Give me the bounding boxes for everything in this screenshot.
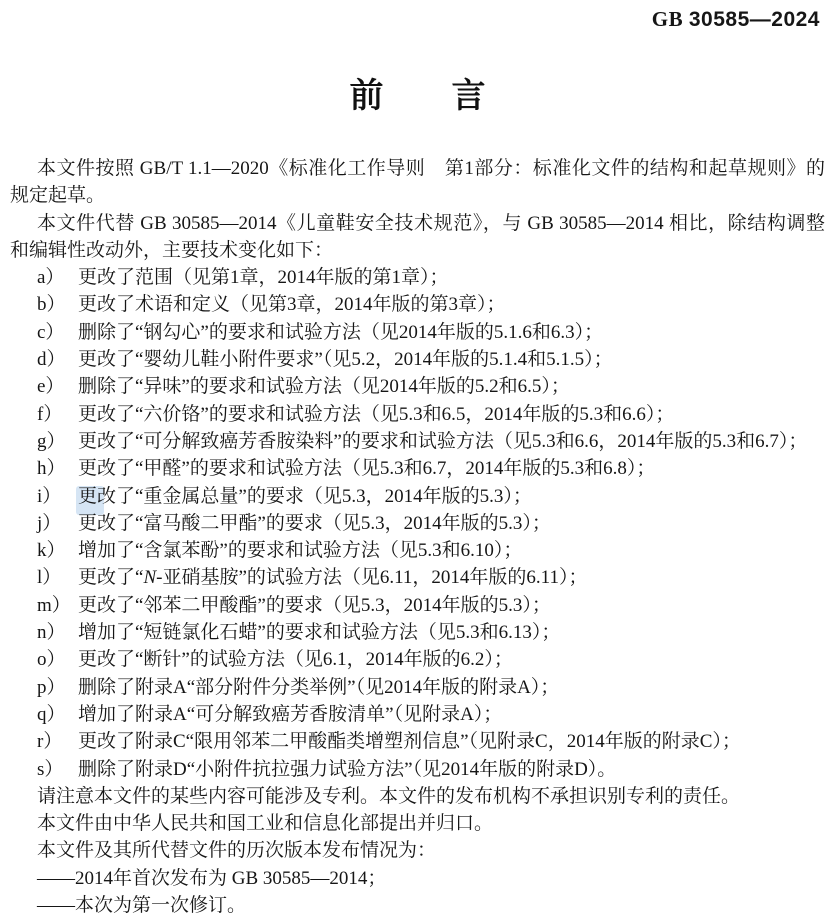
change-item-l bbox=[37, 564, 825, 591]
change-item-i bbox=[37, 483, 825, 510]
change-item-label: b） bbox=[37, 294, 66, 316]
standard-number-prefix: GB bbox=[651, 7, 684, 31]
change-item-text: 删除了附录A“部分附件分类举例”（见2014年版的附录A）； bbox=[78, 676, 560, 698]
change-item-text: 增加了附录A“可分解致癌芳香胺清单”（见附录A）； bbox=[78, 703, 503, 725]
change-item-label: m） bbox=[37, 594, 71, 616]
change-item-o bbox=[37, 646, 825, 673]
change-item-text: 更改了“邻苯二甲酸酯”的要求（见5.3，2014年版的5.3）； bbox=[78, 594, 551, 616]
change-item-g bbox=[37, 428, 825, 455]
change-item-a bbox=[37, 264, 825, 291]
change-item-label: d） bbox=[37, 349, 66, 371]
change-item-d bbox=[37, 346, 825, 373]
change-item-b bbox=[37, 291, 825, 318]
change-item-text-pre: 更改了“ bbox=[78, 567, 144, 589]
change-item-text bbox=[78, 567, 587, 588]
change-item-text-post: -亚硝基胺”的试验方法（见6.11，2014年版的6.11）； bbox=[156, 567, 588, 589]
change-item-label: n） bbox=[37, 622, 66, 644]
change-item-text: 更改了“六价铬”的要求和试验方法（见5.3和6.5，2014年版的5.3和6.6）； bbox=[78, 403, 675, 425]
paragraph-issuer: 本文件由中华人民共和国工业和信息化部提出并归口。 bbox=[37, 813, 494, 835]
paragraph-replacement-note: 本文件代替 GB 30585—2014《儿童鞋安全技术规范》，与 GB 30585—2014 相比，除结构调整和编辑性改动外，主要技术变化如下： bbox=[10, 212, 825, 261]
standard-number-value: 30585—2024 bbox=[688, 8, 820, 31]
change-item-label: k） bbox=[37, 540, 66, 562]
change-item-n bbox=[37, 619, 825, 646]
change-item-label: g） bbox=[37, 430, 66, 452]
paragraph-patent-note: 请注意本文件的某些内容可能涉及专利。本文件的发布机构不承担识别专利的责任。 bbox=[37, 785, 741, 807]
change-item-text: 删除了附录D“小附件抗拉强力试验方法”（见2014年版的附录D）。 bbox=[78, 758, 617, 780]
change-item-label: l） bbox=[37, 567, 62, 589]
change-item-text: 更改了“富马酸二甲酯”的要求（见5.3，2014年版的5.3）； bbox=[78, 512, 551, 534]
paragraph-drafting-rule: 本文件按照 GB/T 1.1—2020《标准化工作导则 第1部分：标准化文件的结构和起草规则》的规定起草。 bbox=[10, 158, 825, 207]
change-item-j bbox=[37, 510, 825, 537]
change-item-label: r） bbox=[37, 731, 63, 753]
change-item-p bbox=[37, 674, 825, 701]
history-item-current-revision: ——本次为第一次修订。 bbox=[37, 895, 247, 917]
foreword-body bbox=[10, 155, 825, 917]
change-item-k bbox=[37, 537, 825, 564]
change-item-text: 更改了“断针”的试验方法（见6.1，2014年版的6.2）； bbox=[78, 649, 513, 671]
change-item-text: 更改了范围（见第1章，2014年版的第1章）； bbox=[78, 267, 449, 289]
change-item-text: 更改了“重金属总量”的要求（见5.3，2014年版的5.3）； bbox=[78, 485, 532, 507]
change-item-text: 更改了术语和定义（见第3章，2014年版的第3章）； bbox=[78, 294, 506, 316]
change-item-r bbox=[37, 728, 825, 755]
change-item-label: c） bbox=[37, 321, 65, 343]
change-item-label: e） bbox=[37, 376, 65, 398]
page-title: 前 言 bbox=[349, 77, 486, 115]
change-item-text: 更改了“甲醛”的要求和试验方法（见5.3和6.7，2014年版的5.3和6.8）； bbox=[78, 458, 656, 480]
paragraph-history-intro: 本文件及其所代替文件的历次版本发布情况为： bbox=[37, 840, 437, 862]
standard-number bbox=[652, 7, 820, 32]
change-item-label: a） bbox=[37, 267, 65, 289]
change-item-c bbox=[37, 319, 825, 346]
change-item-text: 更改了“婴幼儿鞋小附件要求”（见5.2，2014年版的5.1.4和5.1.5）； bbox=[78, 349, 613, 371]
chemical-italic-n: N bbox=[143, 567, 157, 589]
change-item-q bbox=[37, 701, 825, 728]
change-item-label: o） bbox=[37, 649, 66, 671]
change-item-f bbox=[37, 401, 825, 428]
change-item-s bbox=[37, 756, 825, 783]
change-item-text: 删除了“异味”的要求和试验方法（见2014年版的5.2和6.5）； bbox=[78, 376, 570, 398]
change-item-label: f） bbox=[37, 403, 63, 425]
change-item-label: p） bbox=[37, 676, 66, 698]
change-item-text: 更改了附录C“限用邻苯二甲酸酯类增塑剂信息”（见附录C，2014年版的附录C）； bbox=[78, 731, 741, 753]
change-item-label: i） bbox=[37, 485, 62, 507]
change-item-h bbox=[37, 455, 825, 482]
change-item-label: h） bbox=[37, 458, 66, 480]
change-item-text: 增加了“含氯苯酚”的要求和试验方法（见5.3和6.10）； bbox=[78, 540, 523, 562]
change-item-e bbox=[37, 373, 825, 400]
change-item-label: j） bbox=[37, 512, 62, 534]
change-item-m bbox=[37, 592, 825, 619]
change-item-text: 删除了“钢勾心”的要求和试验方法（见2014年版的5.1.6和6.3）； bbox=[78, 321, 604, 343]
change-item-text: 增加了“短链氯化石蜡”的要求和试验方法（见5.3和6.13）； bbox=[78, 622, 561, 644]
change-item-text: 更改了“可分解致癌芳香胺染料”的要求和试验方法（见5.3和6.6，2014年版的5.3和6.7）； bbox=[78, 430, 808, 452]
change-item-label: q） bbox=[37, 703, 66, 725]
history-item-first-publication: ——2014年首次发布为 GB 30585—2014； bbox=[37, 867, 387, 889]
change-item-label: s） bbox=[37, 758, 64, 780]
